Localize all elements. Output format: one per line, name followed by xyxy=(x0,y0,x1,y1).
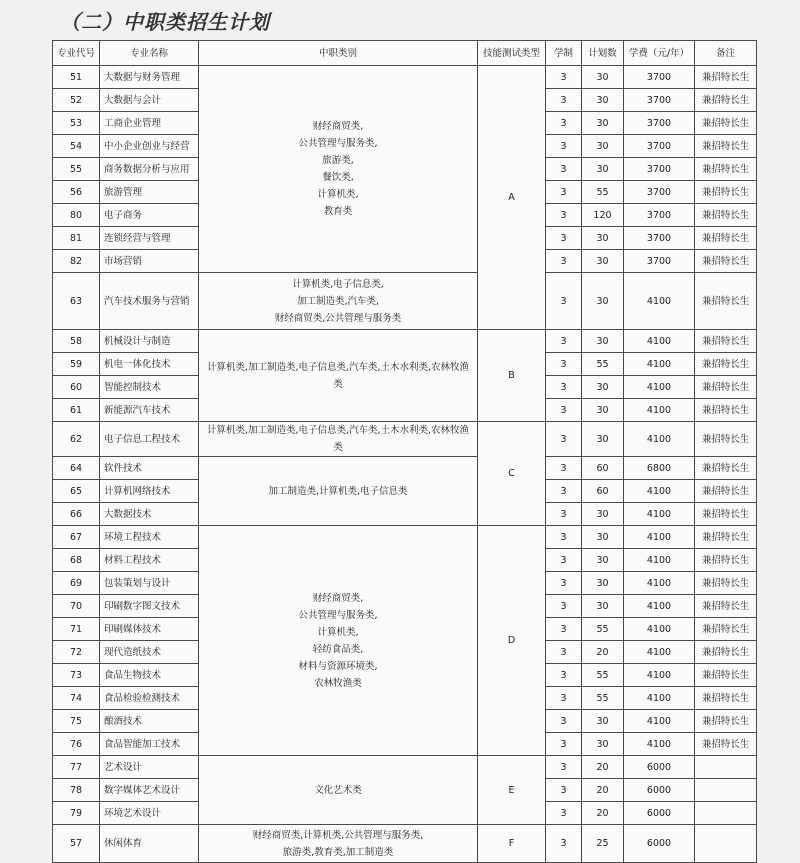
header-years: 学制 xyxy=(546,41,582,66)
table-row xyxy=(53,526,757,549)
tuition-fee: 6000 xyxy=(624,779,695,802)
study-years: 3 xyxy=(546,572,582,595)
plan-quota: 55 xyxy=(582,664,624,687)
remark: 兼招特长生 xyxy=(695,353,757,376)
tuition-fee: 4100 xyxy=(624,399,695,422)
vocational-category: 计算机类,加工制造类,电子信息类,汽车类,土木水利类,农林牧渔类 xyxy=(199,422,478,457)
major-name: 旅游管理 xyxy=(100,181,199,204)
study-years: 3 xyxy=(546,227,582,250)
vocational-category: 加工制造类,计算机类,电子信息类 xyxy=(199,457,478,526)
remark: 兼招特长生 xyxy=(695,181,757,204)
tuition-fee: 3700 xyxy=(624,227,695,250)
major-name: 大数据与会计 xyxy=(100,89,199,112)
plan-quota: 30 xyxy=(582,158,624,181)
skill-test-type: D xyxy=(478,526,546,756)
study-years: 3 xyxy=(546,273,582,330)
remark xyxy=(695,825,757,863)
vocational-category: 计算机类,电子信息类, 加工制造类,汽车类, 财经商贸类,公共管理与服务类 xyxy=(199,273,478,330)
major-name: 艺术设计 xyxy=(100,756,199,779)
major-name: 环境艺术设计 xyxy=(100,802,199,825)
study-years: 3 xyxy=(546,422,582,457)
remark: 兼招特长生 xyxy=(695,526,757,549)
remark: 兼招特长生 xyxy=(695,250,757,273)
major-code: 66 xyxy=(53,503,100,526)
tuition-fee: 6000 xyxy=(624,802,695,825)
major-name: 数字媒体艺术设计 xyxy=(100,779,199,802)
major-code: 53 xyxy=(53,112,100,135)
major-name: 市场营销 xyxy=(100,250,199,273)
major-code: 73 xyxy=(53,664,100,687)
study-years: 3 xyxy=(546,618,582,641)
tuition-fee: 3700 xyxy=(624,112,695,135)
remark xyxy=(695,802,757,825)
tuition-fee: 3700 xyxy=(624,181,695,204)
major-name: 材料工程技术 xyxy=(100,549,199,572)
plan-quota: 30 xyxy=(582,330,624,353)
plan-quota: 20 xyxy=(582,802,624,825)
table-row xyxy=(53,756,757,779)
remark xyxy=(695,756,757,779)
major-name: 现代造纸技术 xyxy=(100,641,199,664)
plan-quota: 120 xyxy=(582,204,624,227)
table-row xyxy=(53,273,757,330)
major-name: 印刷数字图文技术 xyxy=(100,595,199,618)
vocational-category: 文化艺术类 xyxy=(199,756,478,825)
tuition-fee: 3700 xyxy=(624,250,695,273)
major-name: 电子信息工程技术 xyxy=(100,422,199,457)
table-row xyxy=(53,66,757,89)
vocational-category: 财经商贸类, 公共管理与服务类, 旅游类, 餐饮类, 计算机类, 教育类 xyxy=(199,66,478,273)
study-years: 3 xyxy=(546,526,582,549)
major-code: 54 xyxy=(53,135,100,158)
major-code: 82 xyxy=(53,250,100,273)
skill-test-type: B xyxy=(478,330,546,422)
major-code: 62 xyxy=(53,422,100,457)
remark: 兼招特长生 xyxy=(695,376,757,399)
major-code: 81 xyxy=(53,227,100,250)
study-years: 3 xyxy=(546,204,582,227)
study-years: 3 xyxy=(546,457,582,480)
plan-quota: 30 xyxy=(582,422,624,457)
vocational-category: 财经商贸类, 公共管理与服务类, 计算机类, 轻纺食品类, 材料与资源环境类, 农林牧渔类 xyxy=(199,526,478,756)
major-code: 80 xyxy=(53,204,100,227)
remark: 兼招特长生 xyxy=(695,399,757,422)
plan-quota: 25 xyxy=(582,825,624,863)
major-name: 食品检验检测技术 xyxy=(100,687,199,710)
skill-test-type: E xyxy=(478,756,546,825)
plan-quota: 20 xyxy=(582,779,624,802)
remark: 兼招特长生 xyxy=(695,66,757,89)
table-row xyxy=(53,422,757,457)
remark: 兼招特长生 xyxy=(695,687,757,710)
enrollment-plan-table xyxy=(52,40,757,863)
plan-quota: 30 xyxy=(582,135,624,158)
header-test-type: 技能测试类型 xyxy=(478,41,546,66)
tuition-fee: 4100 xyxy=(624,664,695,687)
table-row xyxy=(53,457,757,480)
major-name: 商务数据分析与应用 xyxy=(100,158,199,181)
major-code: 51 xyxy=(53,66,100,89)
tuition-fee: 6800 xyxy=(624,457,695,480)
study-years: 3 xyxy=(546,733,582,756)
major-code: 77 xyxy=(53,756,100,779)
major-name: 食品生物技术 xyxy=(100,664,199,687)
remark: 兼招特长生 xyxy=(695,618,757,641)
tuition-fee: 4100 xyxy=(624,641,695,664)
remark: 兼招特长生 xyxy=(695,422,757,457)
section-heading: （二）中职类招生计划 xyxy=(60,10,270,34)
plan-quota: 55 xyxy=(582,181,624,204)
tuition-fee: 6000 xyxy=(624,756,695,779)
study-years: 3 xyxy=(546,158,582,181)
study-years: 3 xyxy=(546,641,582,664)
major-name: 环境工程技术 xyxy=(100,526,199,549)
remark: 兼招特长生 xyxy=(695,89,757,112)
study-years: 3 xyxy=(546,480,582,503)
study-years: 3 xyxy=(546,135,582,158)
study-years: 3 xyxy=(546,595,582,618)
major-name: 工商企业管理 xyxy=(100,112,199,135)
study-years: 3 xyxy=(546,710,582,733)
major-code: 63 xyxy=(53,273,100,330)
remark: 兼招特长生 xyxy=(695,641,757,664)
major-name: 中小企业创业与经营 xyxy=(100,135,199,158)
header-note: 备注 xyxy=(695,41,757,66)
plan-quota: 30 xyxy=(582,595,624,618)
major-name: 汽车技术服务与营销 xyxy=(100,273,199,330)
major-code: 59 xyxy=(53,353,100,376)
plan-quota: 30 xyxy=(582,572,624,595)
major-name: 包装策划与设计 xyxy=(100,572,199,595)
vocational-category: 财经商贸类,计算机类,公共管理与服务类, 旅游类,教育类,加工制造类 xyxy=(199,825,478,863)
plan-quota: 60 xyxy=(582,480,624,503)
remark: 兼招特长生 xyxy=(695,549,757,572)
remark: 兼招特长生 xyxy=(695,503,757,526)
major-code: 76 xyxy=(53,733,100,756)
study-years: 3 xyxy=(546,503,582,526)
study-years: 3 xyxy=(546,250,582,273)
major-name: 智能控制技术 xyxy=(100,376,199,399)
major-code: 56 xyxy=(53,181,100,204)
major-name: 食品智能加工技术 xyxy=(100,733,199,756)
major-name: 软件技术 xyxy=(100,457,199,480)
major-code: 71 xyxy=(53,618,100,641)
header-quota: 计划数 xyxy=(582,41,624,66)
major-name: 大数据技术 xyxy=(100,503,199,526)
major-name: 新能源汽车技术 xyxy=(100,399,199,422)
major-code: 67 xyxy=(53,526,100,549)
major-code: 52 xyxy=(53,89,100,112)
tuition-fee: 3700 xyxy=(624,66,695,89)
plan-quota: 30 xyxy=(582,227,624,250)
skill-test-type: F xyxy=(478,825,546,863)
study-years: 3 xyxy=(546,802,582,825)
major-code: 70 xyxy=(53,595,100,618)
major-code: 75 xyxy=(53,710,100,733)
major-code: 58 xyxy=(53,330,100,353)
study-years: 3 xyxy=(546,330,582,353)
study-years: 3 xyxy=(546,376,582,399)
plan-quota: 30 xyxy=(582,112,624,135)
study-years: 3 xyxy=(546,112,582,135)
major-code: 61 xyxy=(53,399,100,422)
remark: 兼招特长生 xyxy=(695,480,757,503)
tuition-fee: 4100 xyxy=(624,273,695,330)
header-category: 中职类别 xyxy=(199,41,478,66)
tuition-fee: 4100 xyxy=(624,549,695,572)
major-code: 64 xyxy=(53,457,100,480)
study-years: 3 xyxy=(546,756,582,779)
tuition-fee: 4100 xyxy=(624,687,695,710)
plan-quota: 30 xyxy=(582,710,624,733)
major-name: 连锁经营与管理 xyxy=(100,227,199,250)
major-code: 65 xyxy=(53,480,100,503)
major-code: 57 xyxy=(53,825,100,863)
plan-quota: 30 xyxy=(582,503,624,526)
plan-quota: 30 xyxy=(582,250,624,273)
plan-quota: 30 xyxy=(582,526,624,549)
skill-test-type: A xyxy=(478,66,546,330)
study-years: 3 xyxy=(546,399,582,422)
study-years: 3 xyxy=(546,825,582,863)
plan-quota: 30 xyxy=(582,399,624,422)
vocational-category: 计算机类,加工制造类,电子信息类,汽车类,土木水利类,农林牧渔类 xyxy=(199,330,478,422)
tuition-fee: 6000 xyxy=(624,825,695,863)
tuition-fee: 4100 xyxy=(624,733,695,756)
tuition-fee: 4100 xyxy=(624,595,695,618)
plan-quota: 30 xyxy=(582,273,624,330)
major-code: 69 xyxy=(53,572,100,595)
remark: 兼招特长生 xyxy=(695,595,757,618)
study-years: 3 xyxy=(546,66,582,89)
major-code: 55 xyxy=(53,158,100,181)
major-code: 60 xyxy=(53,376,100,399)
tuition-fee: 4100 xyxy=(624,503,695,526)
header-code: 专业代号 xyxy=(53,41,100,66)
tuition-fee: 3700 xyxy=(624,158,695,181)
plan-quota: 20 xyxy=(582,756,624,779)
major-name: 电子商务 xyxy=(100,204,199,227)
remark: 兼招特长生 xyxy=(695,227,757,250)
remark: 兼招特长生 xyxy=(695,273,757,330)
tuition-fee: 4100 xyxy=(624,376,695,399)
major-name: 酿酒技术 xyxy=(100,710,199,733)
remark: 兼招特长生 xyxy=(695,135,757,158)
study-years: 3 xyxy=(546,549,582,572)
remark: 兼招特长生 xyxy=(695,710,757,733)
plan-quota: 30 xyxy=(582,549,624,572)
major-name: 印刷媒体技术 xyxy=(100,618,199,641)
tuition-fee: 3700 xyxy=(624,89,695,112)
plan-quota: 55 xyxy=(582,687,624,710)
plan-quota: 20 xyxy=(582,641,624,664)
plan-quota: 60 xyxy=(582,457,624,480)
remark: 兼招特长生 xyxy=(695,572,757,595)
plan-quota: 55 xyxy=(582,618,624,641)
tuition-fee: 3700 xyxy=(624,204,695,227)
study-years: 3 xyxy=(546,779,582,802)
major-name: 机械设计与制造 xyxy=(100,330,199,353)
tuition-fee: 4100 xyxy=(624,480,695,503)
remark xyxy=(695,779,757,802)
remark: 兼招特长生 xyxy=(695,112,757,135)
remark: 兼招特长生 xyxy=(695,664,757,687)
plan-quota: 30 xyxy=(582,733,624,756)
tuition-fee: 4100 xyxy=(624,710,695,733)
tuition-fee: 4100 xyxy=(624,330,695,353)
header-fee: 学费（元/年） xyxy=(624,41,695,66)
table-row xyxy=(53,825,757,863)
plan-quota: 30 xyxy=(582,89,624,112)
study-years: 3 xyxy=(546,664,582,687)
tuition-fee: 4100 xyxy=(624,526,695,549)
tuition-fee: 4100 xyxy=(624,618,695,641)
major-name: 大数据与财务管理 xyxy=(100,66,199,89)
study-years: 3 xyxy=(546,687,582,710)
skill-test-type: C xyxy=(478,422,546,526)
remark: 兼招特长生 xyxy=(695,457,757,480)
major-name: 计算机网络技术 xyxy=(100,480,199,503)
remark: 兼招特长生 xyxy=(695,204,757,227)
study-years: 3 xyxy=(546,181,582,204)
major-name: 休闲体育 xyxy=(100,825,199,863)
study-years: 3 xyxy=(546,89,582,112)
major-code: 68 xyxy=(53,549,100,572)
remark: 兼招特长生 xyxy=(695,733,757,756)
plan-quota: 30 xyxy=(582,376,624,399)
study-years: 3 xyxy=(546,353,582,376)
remark: 兼招特长生 xyxy=(695,330,757,353)
tuition-fee: 4100 xyxy=(624,353,695,376)
plan-quota: 55 xyxy=(582,353,624,376)
tuition-fee: 4100 xyxy=(624,572,695,595)
major-name: 机电一体化技术 xyxy=(100,353,199,376)
table-header-row xyxy=(53,41,757,66)
remark: 兼招特长生 xyxy=(695,158,757,181)
plan-quota: 30 xyxy=(582,66,624,89)
major-code: 72 xyxy=(53,641,100,664)
major-code: 74 xyxy=(53,687,100,710)
table-row xyxy=(53,330,757,353)
major-code: 79 xyxy=(53,802,100,825)
tuition-fee: 3700 xyxy=(624,135,695,158)
tuition-fee: 4100 xyxy=(624,422,695,457)
major-code: 78 xyxy=(53,779,100,802)
header-name: 专业名称 xyxy=(100,41,199,66)
